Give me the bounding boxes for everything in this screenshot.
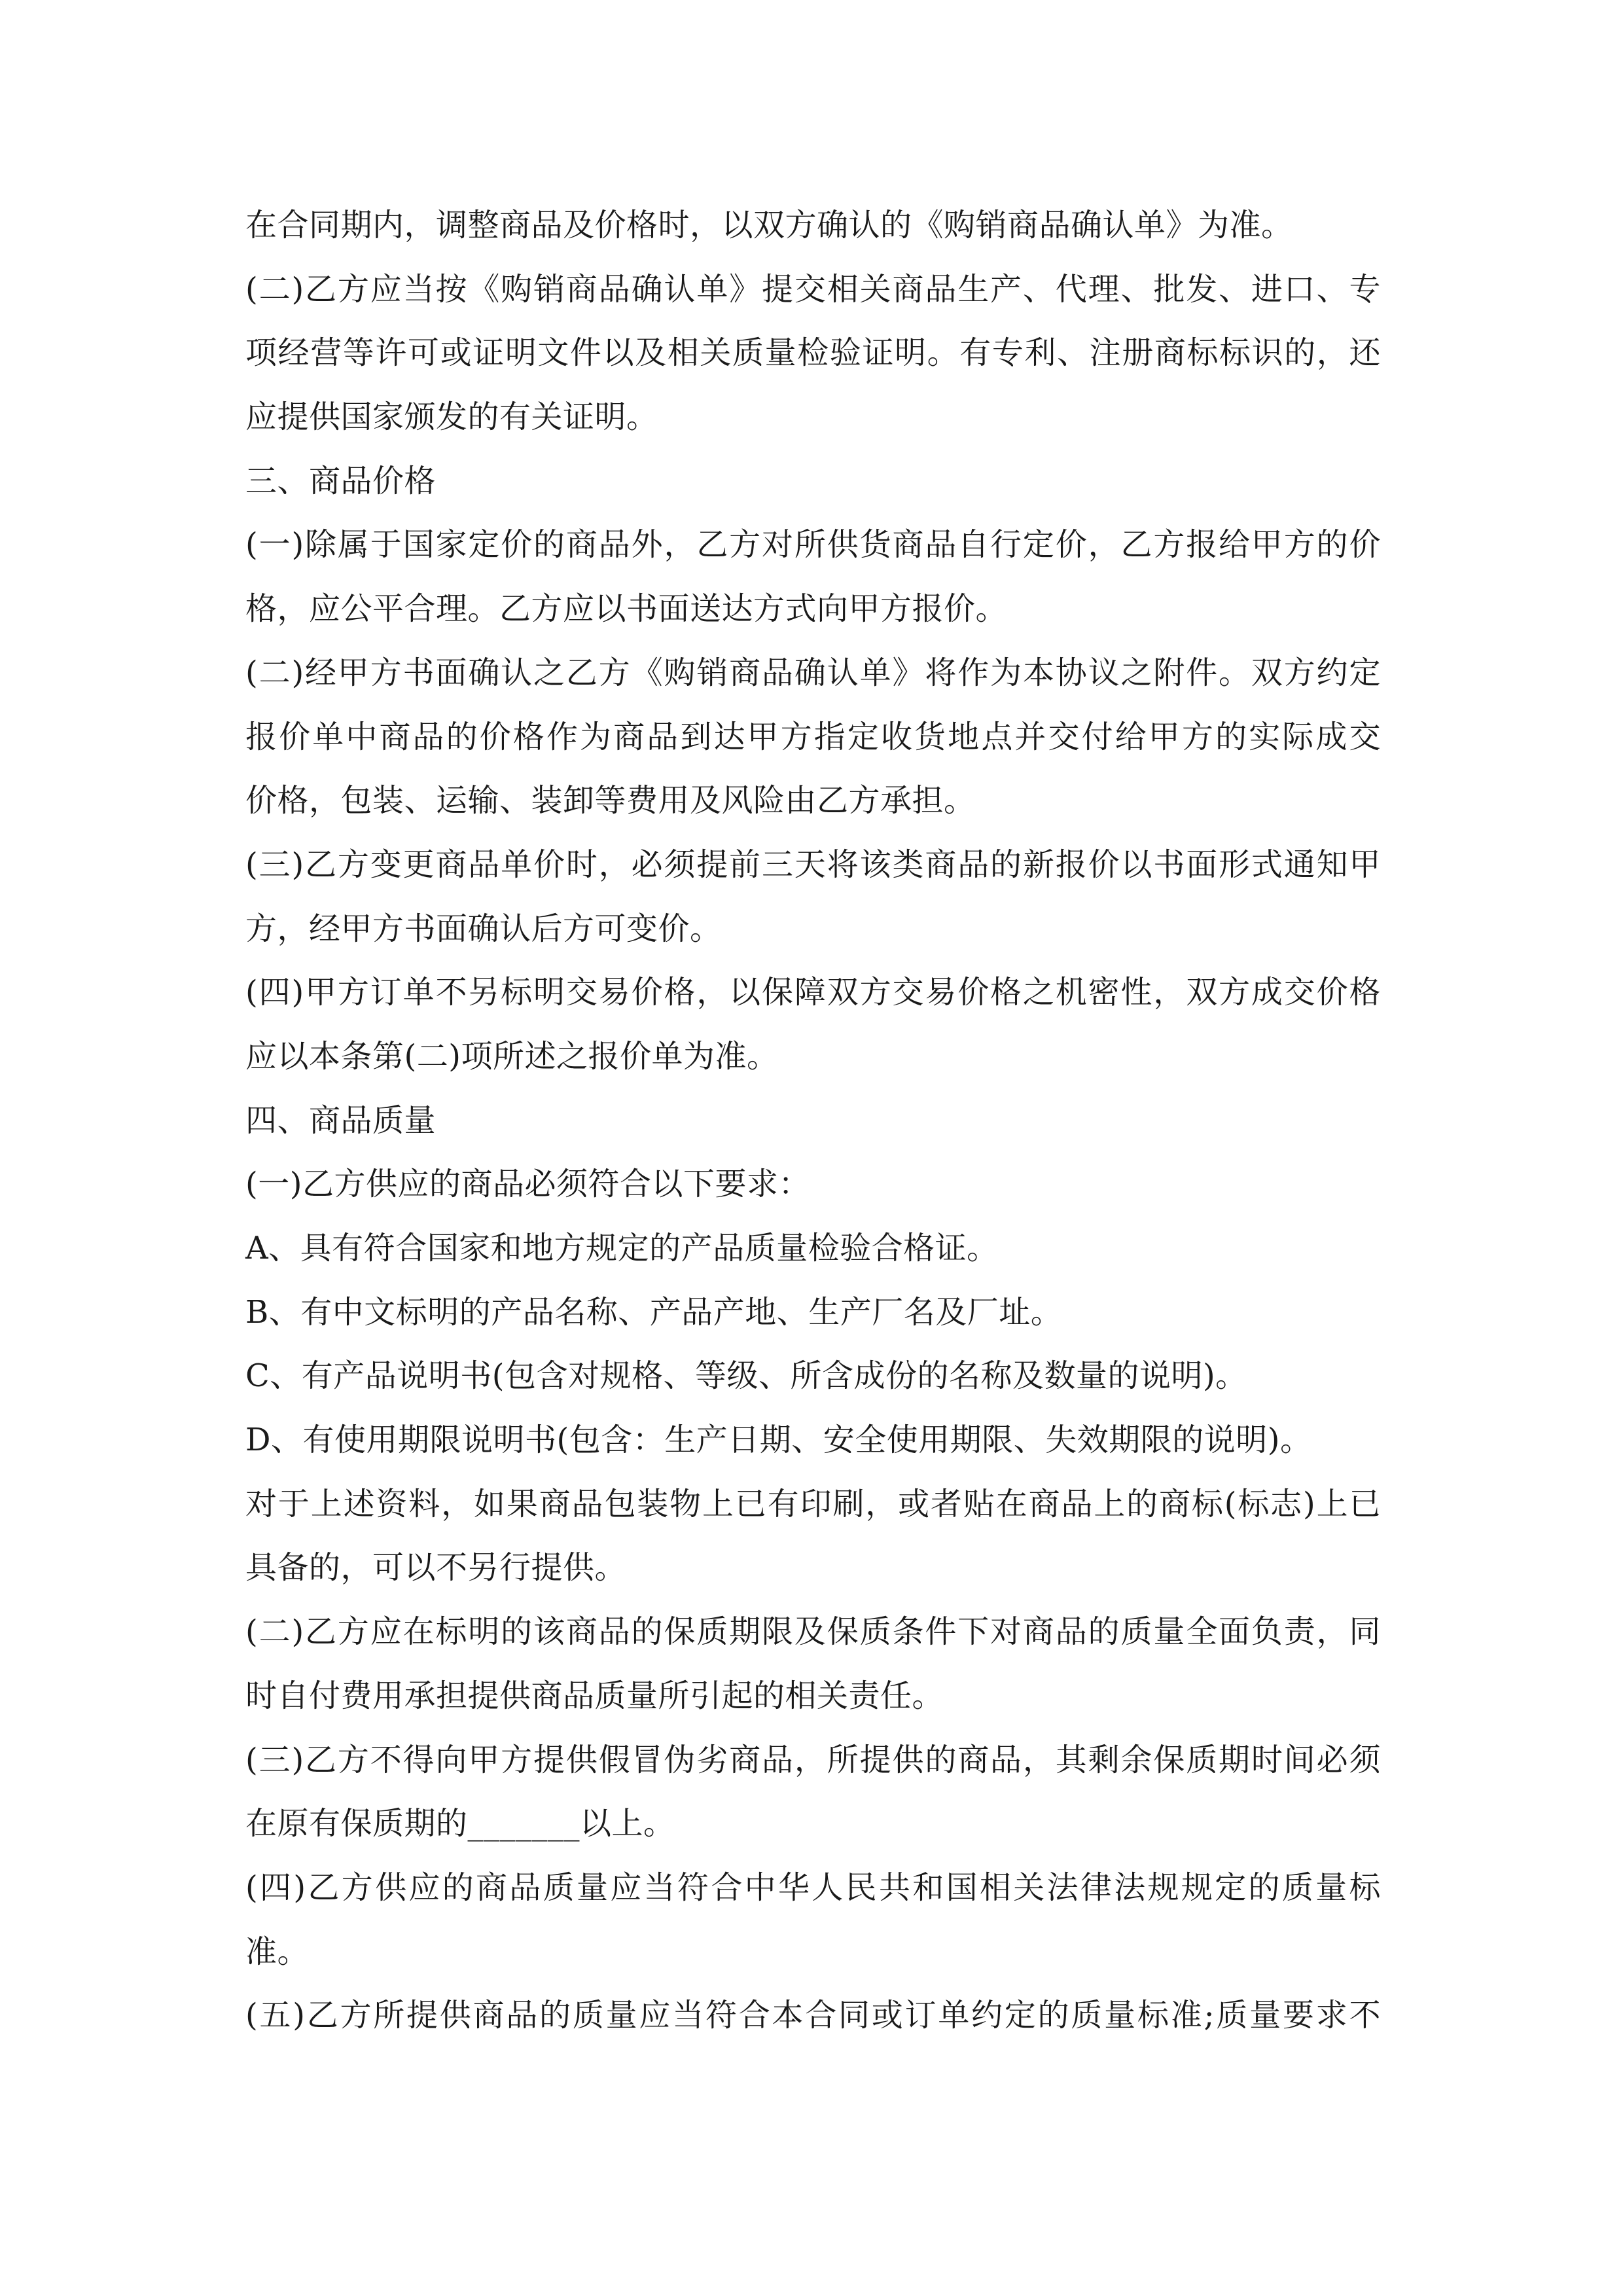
text-line: 格，应公平合理。乙方应以书面送达方式向甲方报价。 bbox=[245, 590, 1008, 628]
text-line: (三)乙方变更商品单价时，必须提前三天将该类商品的新报价以书面形式通知甲 bbox=[245, 846, 1381, 883]
text-line: (二)乙方应当按《购销商品确认单》提交相关商品生产、代理、批发、进口、专 bbox=[245, 270, 1381, 308]
text-line: (一)除属于国家定价的商品外，乙方对所供货商品自行定价，乙方报给甲方的价 bbox=[245, 526, 1381, 564]
text-line: (四)甲方订单不另标明交易价格，以保障双方交易价格之机密性，双方成交价格 bbox=[245, 974, 1381, 1011]
text-line: C、有产品说明书(包含对规格、等级、所含成份的名称及数量的说明)。 bbox=[245, 1357, 1247, 1395]
text-line: 准。 bbox=[245, 1933, 310, 1970]
text-line: 三、商品价格 bbox=[245, 462, 437, 499]
document-body bbox=[245, 194, 1381, 2048]
text-line: 价格，包装、运输、装卸等费用及风险由乙方承担。 bbox=[245, 782, 976, 819]
text-line: B、有中文标明的产品名称、产品产地、生产厂名及厂址。 bbox=[245, 1293, 1063, 1331]
text-line: 时自付费用承担提供商品质量所引起的相关责任。 bbox=[245, 1677, 944, 1714]
text-line: 对于上述资料，如果商品包装物上已有印刷，或者贴在商品上的商标(标志)上已 bbox=[245, 1485, 1381, 1522]
text-line: 在原有保质期的_______以上。 bbox=[245, 1805, 675, 1842]
text-line: (二)乙方应在标明的该商品的保质期限及保质条件下对商品的质量全面负责，同 bbox=[245, 1613, 1381, 1651]
text-line: (五)乙方所提供商品的质量应当符合本合同或订单约定的质量标准;质量要求不 bbox=[245, 1997, 1381, 2034]
text-line: 四、商品质量 bbox=[245, 1102, 437, 1139]
text-line: (四)乙方供应的商品质量应当符合中华人民共和国相关法律法规规定的质量标 bbox=[245, 1869, 1381, 1906]
text-line: 具备的，可以不另行提供。 bbox=[245, 1549, 627, 1587]
text-line: 报价单中商品的价格作为商品到达甲方指定收货地点并交付给甲方的实际成交 bbox=[245, 718, 1381, 755]
text-line: 应以本条第(二)项所述之报价单为准。 bbox=[245, 1037, 779, 1075]
text-line: D、有使用期限说明书(包含：生产日期、安全使用期限、失效期限的说明)。 bbox=[245, 1422, 1312, 1459]
text-line: (二)经甲方书面确认之乙方《购销商品确认单》将作为本协议之附件。双方约定 bbox=[245, 654, 1381, 691]
text-line: A、具有符合国家和地方规定的产品质量检验合格证。 bbox=[245, 1230, 999, 1266]
text-line: (三)乙方不得向甲方提供假冒伪劣商品，所提供的商品，其剩余保质期时间必须 bbox=[245, 1741, 1381, 1778]
text-line: 应提供国家颁发的有关证明。 bbox=[245, 399, 658, 436]
text-line: 项经营等许可或证明文件以及相关质量检验证明。有专利、注册商标标识的，还 bbox=[245, 334, 1381, 372]
text-line: 方，经甲方书面确认后方可变价。 bbox=[245, 910, 722, 947]
text-line: (一)乙方供应的商品必须符合以下要求： bbox=[245, 1166, 810, 1203]
text-line: 在合同期内，调整商品及价格时，以双方确认的《购销商品确认单》为准。 bbox=[245, 207, 1293, 243]
